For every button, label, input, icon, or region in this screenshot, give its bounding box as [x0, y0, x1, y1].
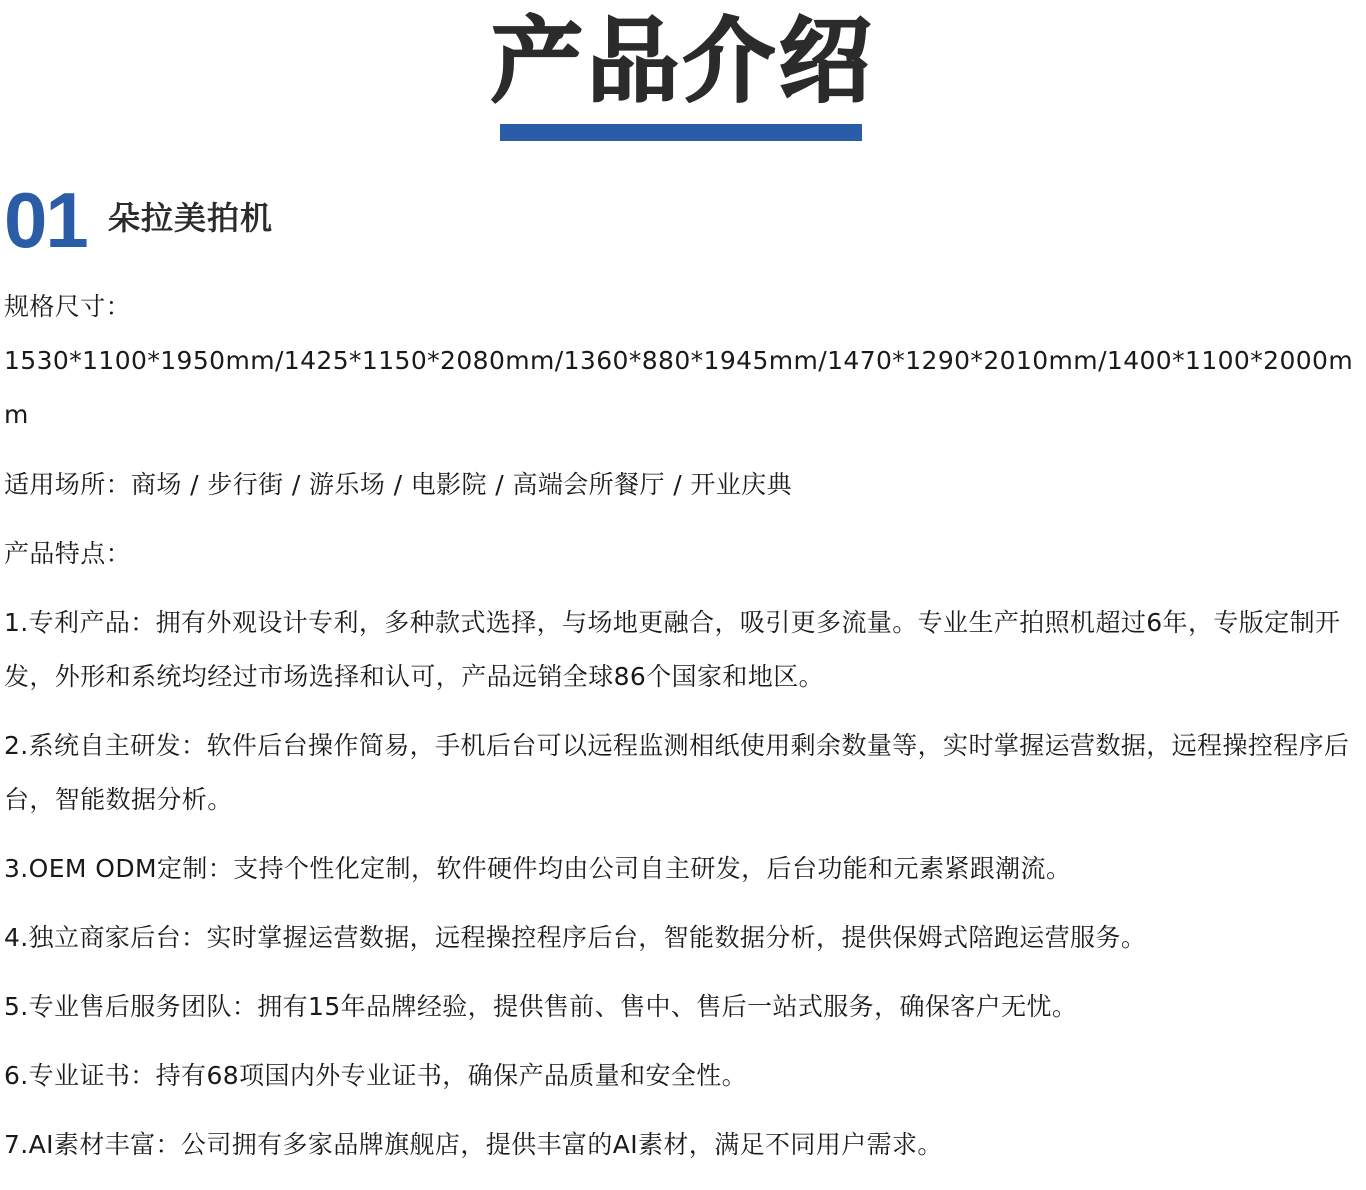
feature-item: 6.专业证书：持有68项国内外专业证书，确保产品质量和安全性。	[4, 1061, 748, 1090]
product-name: 朵拉美拍机	[108, 199, 274, 237]
spec-label: 规格尺寸：	[4, 292, 132, 321]
feature-item: 1.专利产品：拥有外观设计专利，多种款式选择，与场地更融合，吸引更多流量。专业生产拍照机超过6年，专版定制开发，外形和系统均经过市场选择和认可，产品远销全球86个国家和地区。	[4, 608, 1341, 691]
page-heading	[0, 0, 1366, 150]
feature-item: 3.OEM ODM定制：支持个性化定制，软件硬件均由公司自主研发，后台功能和元素紧跟潮流。	[4, 854, 1072, 883]
section-header	[4, 176, 704, 264]
spec-value: 1530*1100*1950mm/1425*1150*2080mm/1360*880*1945mm/1470*1290*2010mm/1400*1100*2000mm	[4, 346, 1354, 429]
section-number: 01	[4, 176, 87, 264]
title-underline	[500, 124, 862, 141]
feature-item: 4.独立商家后台：实时掌握运营数据，远程操控程序后台，智能数据分析，提供保姆式陪跑运营服务。	[4, 923, 1147, 952]
page-title: 产品介绍	[490, 8, 875, 115]
feature-item: 5.专业售后服务团队：拥有15年品牌经验，提供售前、售中、售后一站式服务，确保客户无忧。	[4, 992, 1078, 1021]
venues-text: 适用场所：商场 / 步行街 / 游乐场 / 电影院 / 高端会所餐厅 / 开业庆典	[4, 470, 792, 499]
feature-item: 7.AI素材丰富：公司拥有多家品牌旗舰店，提供丰富的AI素材，满足不同用户需求。	[4, 1130, 943, 1159]
product-details	[4, 280, 1360, 1187]
features-label: 产品特点：	[4, 539, 132, 568]
feature-item: 2.系统自主研发：软件后台操作简易，手机后台可以远程监测相纸使用剩余数量等，实时掌握运营数据，远程操控程序后台，智能数据分析。	[4, 731, 1350, 814]
